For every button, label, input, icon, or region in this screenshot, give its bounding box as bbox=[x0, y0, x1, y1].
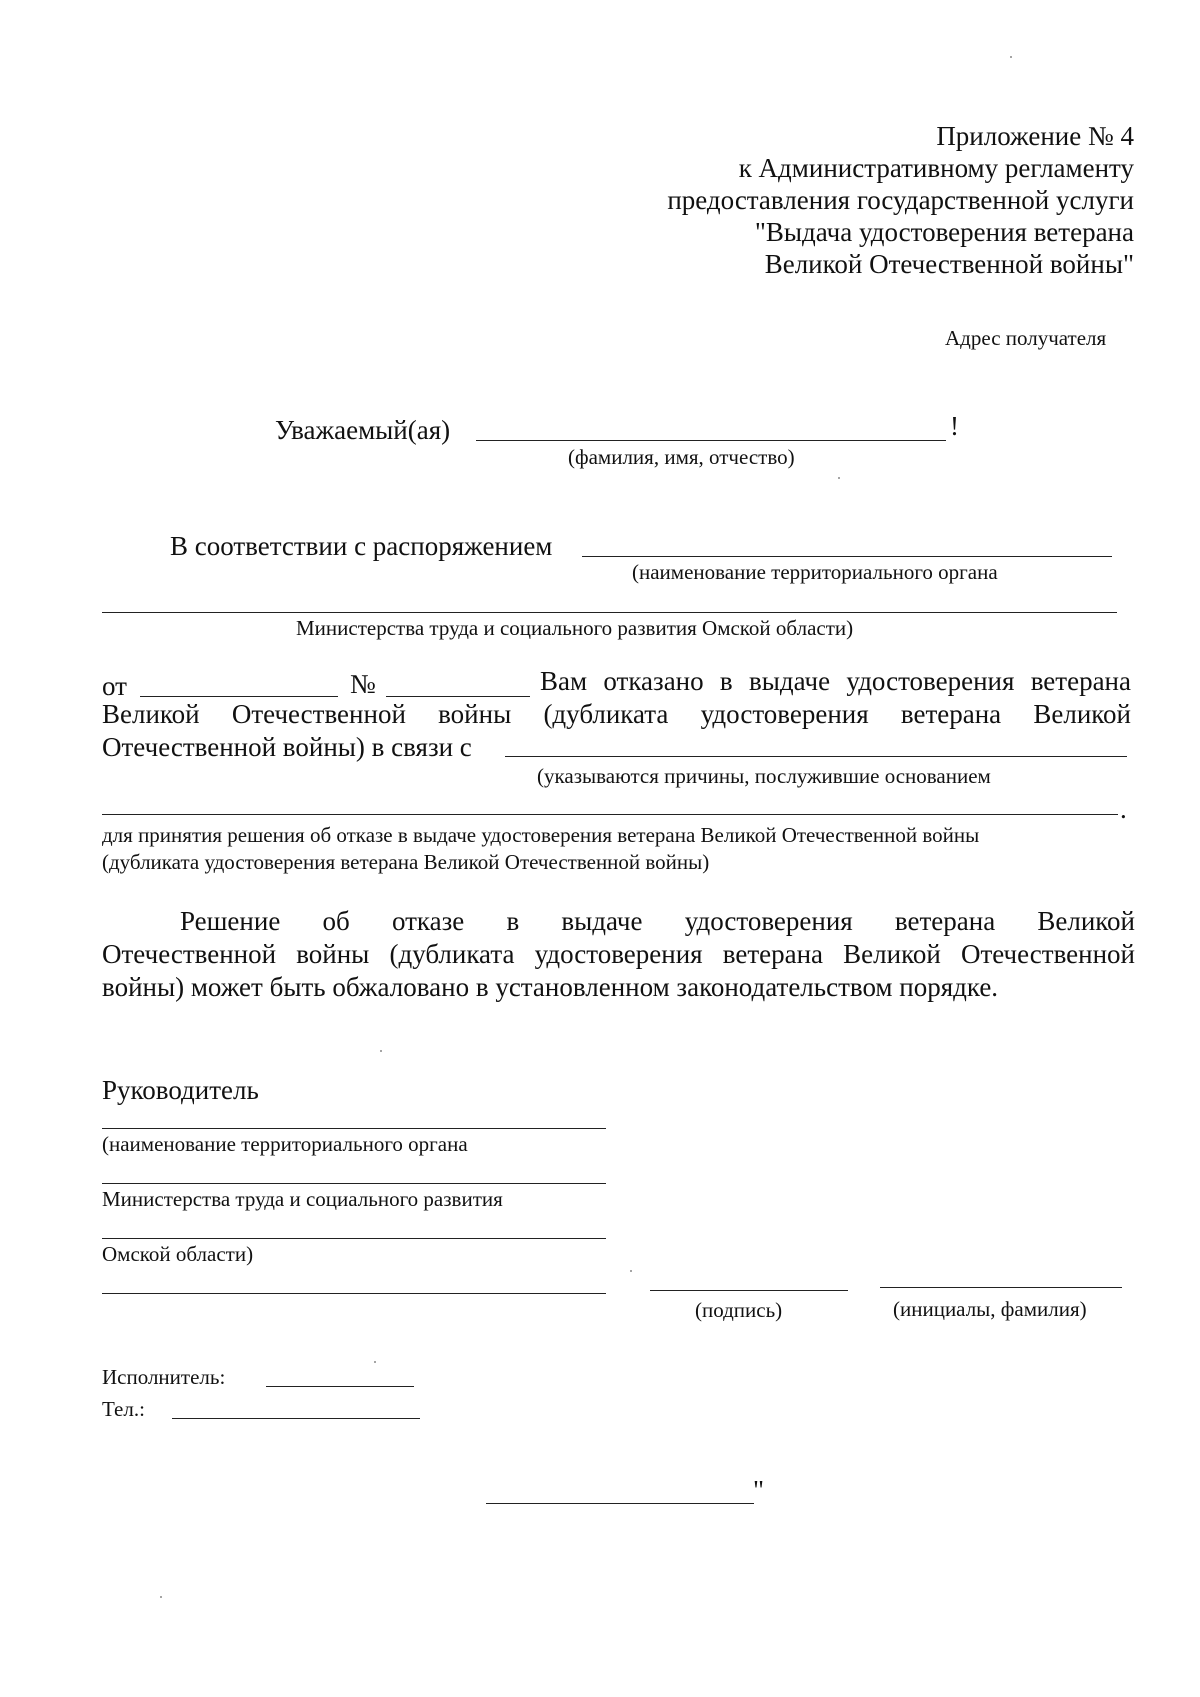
signature-org-line-1 bbox=[102, 1128, 606, 1129]
appendix-reference: к Административному регламенту bbox=[738, 153, 1134, 183]
appendix-service: предоставления государственной услуги bbox=[667, 185, 1134, 215]
signature-name-line bbox=[880, 1287, 1122, 1288]
refusal-reason-line-2 bbox=[102, 814, 1118, 815]
appendix-service-name-1: "Выдача удостоверения ветерана bbox=[754, 217, 1134, 247]
appeal-text-3: войны) может быть обжаловано в установленном законодательством порядке. bbox=[102, 972, 999, 1002]
recipient-address: Адрес получателя bbox=[945, 326, 1107, 350]
signature-org-line-3 bbox=[102, 1238, 606, 1239]
appeal-text-1: Решение об отказе в выдаче удостоверения ветерана Великой bbox=[180, 906, 1135, 936]
refusal-text-2: Великой Отечественной войны (дубликата удостоверения ветерана Великой bbox=[102, 699, 1131, 729]
footer-quote: " bbox=[753, 1475, 765, 1505]
order-line-2 bbox=[102, 612, 1117, 613]
greeting-name-line bbox=[476, 440, 946, 441]
refusal-text-1: Вам отказано в выдаче удостоверения ветерана bbox=[540, 666, 1131, 696]
refusal-number-sign: № bbox=[350, 669, 376, 699]
executor-line bbox=[266, 1386, 414, 1387]
refusal-reason-line bbox=[505, 756, 1127, 757]
signature-org-1: (наименование территориального органа bbox=[102, 1132, 468, 1156]
appendix-header bbox=[534, 120, 1134, 280]
greeting-hint: (фамилия, имя, отчество) bbox=[568, 445, 795, 469]
signature-org-3: Омской области) bbox=[102, 1242, 254, 1266]
scan-speck bbox=[838, 477, 840, 479]
footer-line bbox=[486, 1503, 754, 1504]
signature-org-line-2 bbox=[102, 1183, 606, 1184]
scan-speck bbox=[374, 1361, 376, 1363]
order-text: В соответствии с распоряжением bbox=[170, 531, 553, 561]
scan-speck bbox=[160, 1596, 162, 1598]
appendix-service-name-2: Великой Отечественной войны" bbox=[764, 249, 1134, 279]
refusal-text-3: Отечественной войны) в связи с bbox=[102, 732, 472, 762]
scan-speck bbox=[1010, 56, 1012, 58]
phone-line bbox=[172, 1418, 420, 1419]
signature-org-line-4 bbox=[102, 1293, 606, 1294]
refusal-period: . bbox=[1120, 794, 1127, 824]
refusal-number-line bbox=[386, 696, 530, 697]
scan-speck bbox=[630, 1270, 632, 1272]
order-hint-2: Министерства труда и социального развития Омской области) bbox=[296, 616, 854, 640]
greeting-text: Уважаемый(ая) bbox=[275, 415, 451, 445]
order-line bbox=[582, 556, 1112, 557]
signature-sign-hint: (подпись) bbox=[695, 1298, 783, 1322]
executor-label: Исполнитель: bbox=[102, 1365, 226, 1389]
refusal-date-line bbox=[140, 696, 338, 697]
phone-label: Тел.: bbox=[102, 1397, 145, 1421]
scan-speck bbox=[380, 1050, 382, 1052]
order-hint-1: (наименование территориального органа bbox=[632, 560, 998, 584]
refusal-hint-1: (указываются причины, послужившие основанием bbox=[537, 764, 991, 788]
signature-sign-line bbox=[650, 1290, 848, 1291]
signature-name-hint: (инициалы, фамилия) bbox=[893, 1297, 1087, 1321]
greeting-exclamation: ! bbox=[950, 411, 959, 441]
signature-head: Руководитель bbox=[102, 1075, 259, 1105]
appeal-text-2: Отечественной войны (дубликата удостоверения ветерана Великой Отечественной bbox=[102, 939, 1135, 969]
refusal-hint-3: (дубликата удостоверения ветерана Великой Отечественной войны) bbox=[102, 850, 710, 874]
appendix-number: Приложение № 4 bbox=[936, 121, 1134, 151]
refusal-from: от bbox=[102, 671, 127, 701]
refusal-hint-2: для принятия решения об отказе в выдаче удостоверения ветерана Великой Отечественной войны bbox=[102, 823, 980, 847]
signature-org-2: Министерства труда и социального развития bbox=[102, 1187, 503, 1211]
